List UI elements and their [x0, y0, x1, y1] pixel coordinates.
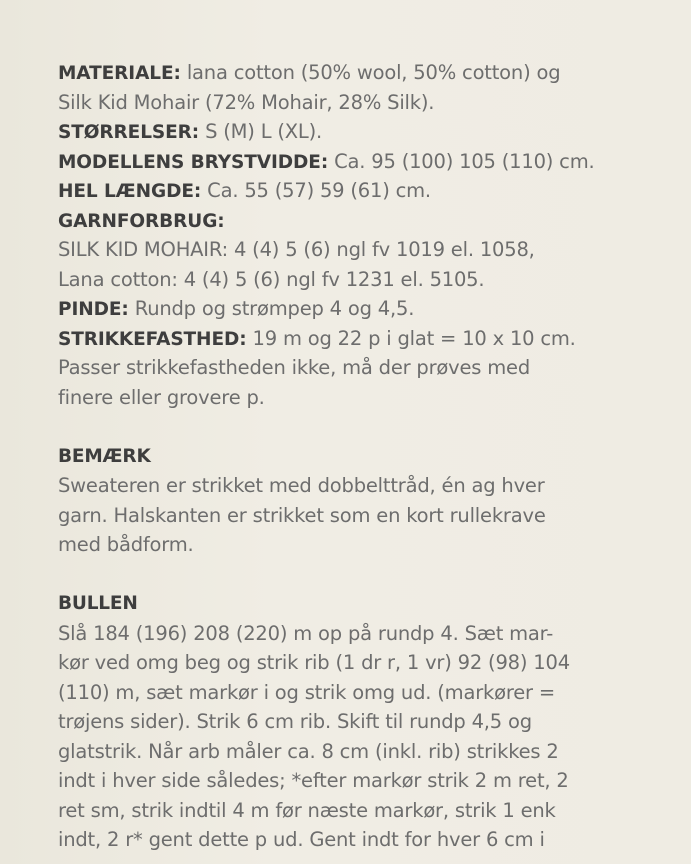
bullen-line-2: kør ved omg beg og strik rib (1 dr r, 1 vr) 92 (98) 104 [58, 651, 570, 674]
strikkefasthed-line-2: Passer strikkefastheden ikke, må der prøves med [58, 356, 531, 379]
section-gap [58, 560, 683, 590]
pinde-line [58, 294, 683, 324]
pinde-label: PINDE: [58, 299, 129, 320]
garnforbrug-heading-line [58, 206, 683, 236]
bemaerk-line-1: Sweateren er strikket med dobbelttråd, én ag hver [58, 474, 545, 497]
bullen-line-6: indt i hver side således; *efter markør strik 2 m ret, 2 [58, 769, 569, 792]
laengde-line [58, 176, 683, 206]
pattern-text [58, 58, 683, 855]
strikkefasthed-label: STRIKKEFASTHED: [58, 328, 247, 350]
bemaerk-line-2: garn. Halskanten er strikket som en kort rullekrave [58, 503, 546, 527]
garnforbrug-line-1: SILK KID MOHAIR: 4 (4) 5 (6) ngl fv 1019 el. 1058, [58, 238, 535, 261]
bullen-line-4: trøjens sider). Strik 6 cm rib. Skift til rundp 4,5 og [58, 710, 532, 733]
bemaerk-line-3: med bådform. [58, 533, 194, 556]
bullen-line-8: indt, 2 r* gent dette p ud. Gent indt for hver 6 cm i [58, 828, 545, 851]
materiale-line-2: Silk Kid Mohair (72% Mohair, 28% Silk). [58, 90, 435, 114]
bullen-heading: BULLEN [58, 593, 138, 614]
bullen-line-7: ret sm, strik indtil 4 m før næste markør, strik 1 enk [58, 798, 556, 822]
storrelser-label: STØRRELSER: [58, 122, 200, 143]
bullen-line-3: (110) m, sæt markør i og strik omg ud. (markører = [58, 680, 556, 704]
materiale-value: lana cotton (50% wool, 50% cotton) og [180, 61, 561, 84]
bemaerk-heading: BEMÆRK [58, 445, 151, 467]
storrelser-value: S (M) L (XL). [199, 120, 323, 143]
strikkefasthed-line-3: finere eller grovere p. [58, 385, 265, 409]
brystvidde-value: Ca. 95 (100) 105 (110) cm. [328, 149, 595, 173]
brystvidde-label: MODELLENS BRYSTVIDDE: [58, 151, 329, 173]
materiale-line-1 [58, 58, 683, 88]
garnforbrug-label: GARNFORBRUG: [58, 210, 225, 232]
bullen-line-5: glatstrik. Når arb måler ca. 8 cm (inkl. rib) strikkes 2 [58, 739, 559, 763]
brystvidde-line [58, 147, 683, 177]
storrelser-line [58, 117, 683, 147]
strikkefasthed-line [58, 324, 683, 354]
section-gap [58, 412, 683, 442]
garnforbrug-line-2: Lana cotton: 4 (4) 5 (6) ngl fv 1231 el. 5105. [58, 267, 485, 291]
laengde-label: HEL LÆNGDE: [58, 181, 202, 202]
laengde-value: Ca. 55 (57) 59 (61) cm. [201, 179, 431, 202]
strikkefasthed-value: 19 m og 22 p i glat = 10 x 10 cm. [246, 326, 576, 350]
bullen-line-1: Slå 184 (196) 208 (220) m op på rundp 4. Sæt mar- [58, 621, 554, 645]
pinde-value: Rundp og strømpep 4 og 4,5. [128, 297, 415, 320]
materiale-label: MATERIALE: [58, 63, 181, 84]
